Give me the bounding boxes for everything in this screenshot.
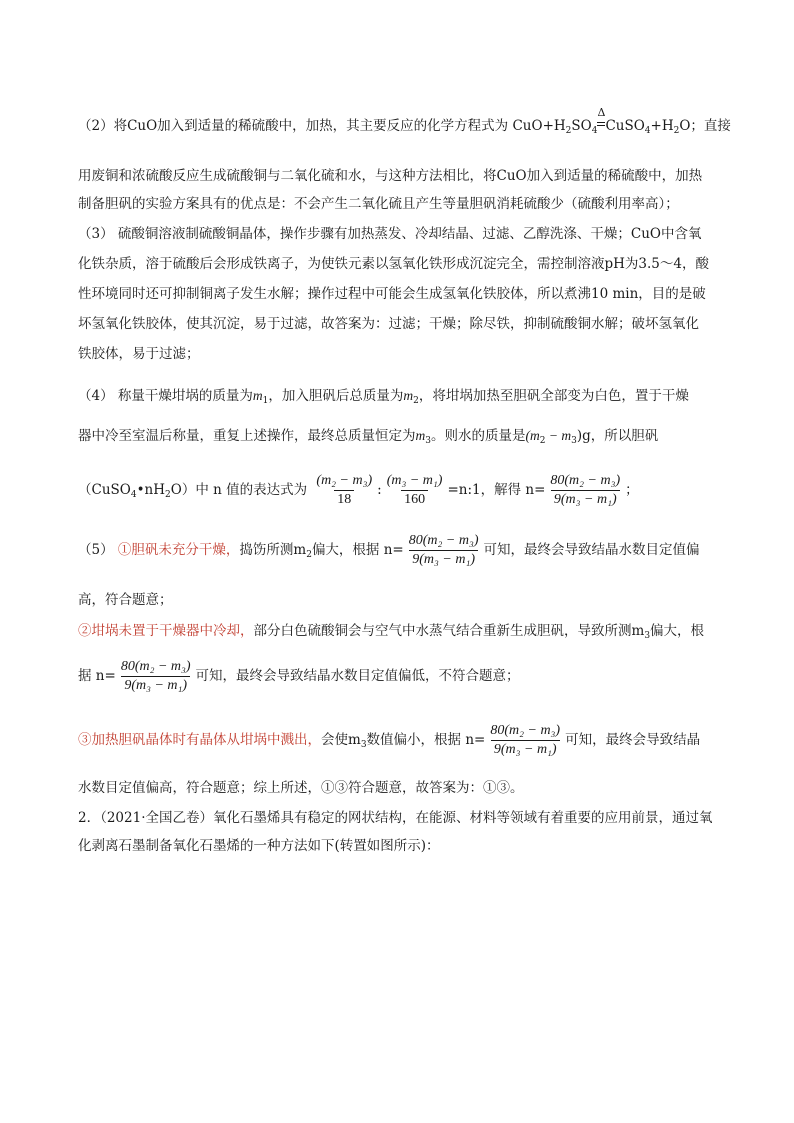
p3-line-3: 性环境同时还可抑制铜离子发生水解；操作过程中可能会生成氢氧化铁胶体，所以煮沸10 min，目的是破 [78, 286, 706, 302]
fraction-n-value: $\frac{\text{80(m₂ − m₃)}}{\text{9(m₃ − m₁)}}$ [120, 659, 191, 693]
p3-line-2: 化铁杂质，溶于硫酸后会形成铁离子，为使铁元素以氢氧化铁形成沉淀完全，需控制溶液pH为3.5～4，酸 [78, 256, 709, 272]
fraction-n-value: $\frac{\text{80(m₂ − m₃)}}{\text{9(m₃ − m₁)}}$ [550, 473, 621, 507]
p4-line-2: 器中冷至室温后称量，重复上述操作，最终总质量恒定为$m_3$。则水的质量是$(m_2 - m_3)g$，所以胆矾 [78, 428, 659, 446]
heating-equals-sign: Δ [597, 116, 605, 136]
fraction-n-value: $\frac{\text{80(m₂ − m₃)}}{\text{9(m₃ − m₁)}}$ [490, 723, 561, 757]
p5-line-4: 据 n= $\frac{\text{80(m₂ − m₃)}}{\text{9(m₃ − m₁)}}$ 可知，最终会导致结晶水数目定值偏低，不符合题意； [78, 659, 520, 693]
p5-line-2: 高，符合题意； [78, 592, 173, 608]
fraction-sulfate-moles: $\frac{\text{(m₃ − m₁)}}{160}$ [386, 473, 443, 507]
p3-line-5: 铁胶体，易于过滤； [78, 346, 200, 362]
question-2-line-1: 2．（2021·全国乙卷）氧化石墨烯具有稳定的网状结构，在能源、材料等领域有着重要的应用前景，通过氧 [78, 810, 713, 826]
p4-line-3: $(CuSO_4•nH_2O)$中 n 值的表达式为 $\frac{\text{(m₂ − m₃)}}{18}$ : $\frac{\text{(m₃ − m₁)}}{160}$ =n:1，解得 n= $\frac{\text{80(m₂ − m₃)}}{\text{9(m₃ − m₁)}}$ ； [78, 473, 639, 507]
fraction-n-value: $\frac{\text{80(m₂ − m₃)}}{\text{9(m₃ − m₁)}}$ [408, 533, 479, 567]
question-2-line-2: 化剥离石墨制备氧化石墨烯的一种方法如下(转置如图所示)： [78, 838, 440, 854]
p4-line-1: （4） 称量干燥坩埚的质量为$m_1$，加入胆矾后总质量为$m_2$，将坩埚加热至胆矾全部变为白色，置于干燥 [78, 388, 689, 406]
fraction-water-moles: $\frac{\text{(m₂ − m₃)}}{18}$ [316, 473, 373, 507]
p5-line-1: （5） ①胆矾未充分干燥，捣饬所测$m_2$偏大，根据 n= $\frac{\text{80(m₂ − m₃)}}{\text{9(m₃ − m₁)}}$ 可知，最终会导致结晶水数目定值偏 [78, 533, 700, 567]
p2-line-2: 用废铜和浓硫酸反应生成硫酸铜与二氧化硫和水，与这种方法相比，将CuO加入到适量的稀硫酸中，加热 [78, 168, 703, 184]
p2-line-3: 制备胆矾的实验方案具有的优点是：不会产生二氧化硫且产生等量胆矾消耗硫酸少（硫酸利用率高）； [78, 196, 679, 212]
p3-line-1: （3） 硫酸铜溶液制硫酸铜晶体，操作步骤有加热蒸发、冷却结晶、过滤、乙醇洗涤、干燥；CuO中含氧 [78, 226, 702, 242]
p2-line-1: （2）将CuO加入到适量的稀硫酸中，加热，其主要反应的化学方程式为 $CuO+H_2SO_4$ Δ $CuSO_4+H_2O$；直接 [78, 106, 731, 136]
p5-line-6: 水数目定值偏高，符合题意；综上所述，①③符合题意，故答案为：①③。 [78, 780, 524, 796]
p5-line-5: ③加热胆矾晶体时有晶体从坩埚中溅出，会使$m_3$数值偏小，根据 n= $\frac{\text{80(m₂ − m₃)}}{\text{9(m₃ − m₁)}}$ 可知，最终会导致结晶 [78, 723, 701, 757]
p5-line-3: ②坩埚未置于干燥器中冷却，部分白色硫酸铜会与空气中水蒸气结合重新生成胆矾，导致所测$m_3$偏大，根 [78, 623, 705, 641]
p3-line-4: 坏氢氧化铁胶体，使其沉淀，易于过滤，故答案为：过滤；干燥；除尽铁，抑制硫酸铜水解；破坏氢氧化 [78, 316, 699, 332]
